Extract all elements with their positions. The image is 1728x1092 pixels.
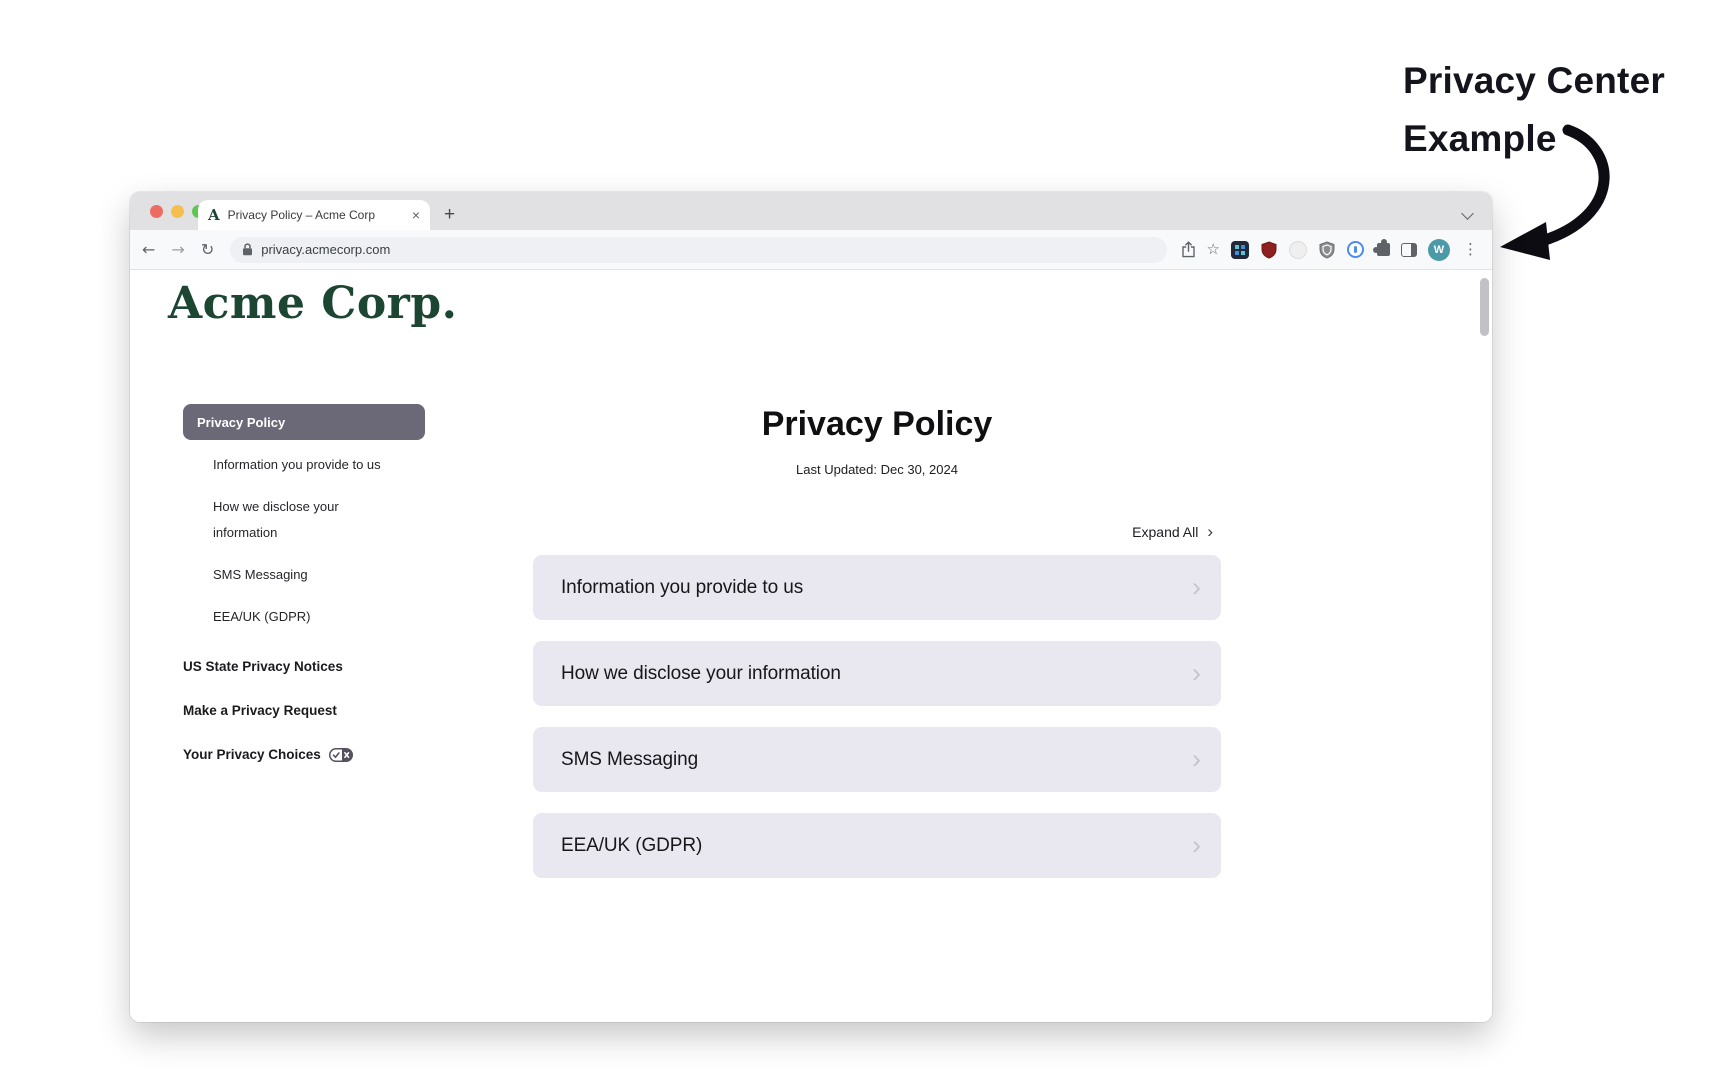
chevron-right-icon: ›: [1192, 744, 1201, 774]
toolbar-right-icons: [1181, 239, 1478, 261]
chevron-right-icon: ›: [1207, 522, 1213, 541]
window-controls: [150, 205, 205, 218]
extension-red-shield-icon[interactable]: [1260, 241, 1278, 259]
accordion-label: SMS Messaging: [561, 748, 699, 770]
sidebar-item-privacy-policy[interactable]: Privacy Policy: [183, 404, 425, 440]
expand-all-label: Expand All: [1132, 523, 1199, 540]
tab-favicon-icon: A: [208, 205, 220, 224]
annotation-line2: Example: [1403, 118, 1557, 159]
accordion-label: Information you provide to us: [561, 576, 804, 598]
browser-window: [130, 192, 1492, 1022]
menu-dots-icon[interactable]: ⋮: [1463, 240, 1478, 258]
curved-arrow-icon: [1488, 120, 1628, 268]
privacy-choices-icon: [329, 748, 353, 762]
accordion-label: How we disclose your information: [561, 662, 841, 684]
expand-all-button[interactable]: [533, 523, 1221, 540]
minimize-window-button[interactable]: [171, 205, 184, 218]
lock-icon[interactable]: [242, 243, 253, 256]
browser-tab[interactable]: [198, 200, 430, 230]
sidebar-link-label: US State Privacy Notices: [183, 659, 343, 674]
accordion-sms[interactable]: [533, 727, 1221, 792]
sidebar-item-privacy-choices[interactable]: [183, 742, 443, 768]
site-logo[interactable]: Acme Corp.: [168, 278, 458, 329]
tab-overflow-chevron-icon[interactable]: [1461, 207, 1474, 220]
main-column: [533, 404, 1221, 899]
accordion-gdpr[interactable]: [533, 813, 1221, 878]
browser-toolbar: [130, 230, 1492, 270]
reload-icon[interactable]: ↻: [200, 239, 215, 259]
chevron-right-icon: ›: [1192, 830, 1201, 860]
bookmark-star-icon[interactable]: ☆: [1206, 240, 1220, 258]
chevron-right-icon: ›: [1192, 658, 1201, 688]
page-title: Privacy Policy: [761, 405, 993, 443]
new-tab-button[interactable]: +: [444, 204, 456, 225]
back-icon[interactable]: ←: [142, 239, 156, 259]
chevron-right-icon: ›: [1192, 572, 1201, 602]
sidebar-links: [183, 654, 443, 768]
sidebar-subitem-information[interactable]: Information you provide to us: [213, 457, 381, 472]
sidebar-subnav: [213, 452, 443, 630]
last-updated: Last Updated: Dec 30, 2024: [796, 462, 958, 477]
page-content: [130, 270, 1492, 1022]
extension-gray-shield-icon[interactable]: [1318, 241, 1336, 259]
accordion-information[interactable]: [533, 555, 1221, 620]
forward-icon[interactable]: →: [171, 239, 185, 259]
url-text: privacy.acmecorp.com: [261, 242, 391, 257]
sidebar-subitem-gdpr[interactable]: EEA/UK (GDPR): [213, 609, 311, 624]
extensions-puzzle-icon[interactable]: [1375, 243, 1390, 256]
sidebar-item-privacy-request[interactable]: [183, 698, 443, 724]
tab-strip: [130, 192, 1492, 230]
accordion-list: [533, 555, 1221, 878]
close-tab-icon[interactable]: ×: [411, 207, 420, 223]
extension-dark-grid-icon[interactable]: [1231, 241, 1249, 259]
extension-blue-ring-icon[interactable]: [1347, 241, 1364, 258]
sidebar-link-label: Make a Privacy Request: [183, 703, 337, 718]
extension-light-circle-icon[interactable]: [1289, 241, 1307, 259]
close-window-button[interactable]: [150, 205, 163, 218]
share-icon[interactable]: [1181, 241, 1196, 258]
tab-title: Privacy Policy – Acme Corp: [227, 208, 376, 222]
sidebar-link-label: Your Privacy Choices: [183, 747, 321, 762]
accordion-disclose[interactable]: [533, 641, 1221, 706]
accordion-label: EEA/UK (GDPR): [561, 834, 703, 856]
sidebar-subitem-disclose[interactable]: How we disclose your information: [213, 499, 339, 540]
sidebar-subitem-sms[interactable]: SMS Messaging: [213, 567, 308, 582]
profile-avatar[interactable]: W: [1428, 239, 1450, 261]
annotation-line1: Privacy Center: [1403, 60, 1665, 101]
scrollbar-thumb[interactable]: [1480, 278, 1489, 336]
sidebar-item-us-state-notices[interactable]: [183, 654, 443, 680]
privacy-sidebar: [183, 404, 443, 786]
address-bar[interactable]: [230, 237, 1166, 263]
side-panel-icon[interactable]: [1401, 243, 1417, 257]
